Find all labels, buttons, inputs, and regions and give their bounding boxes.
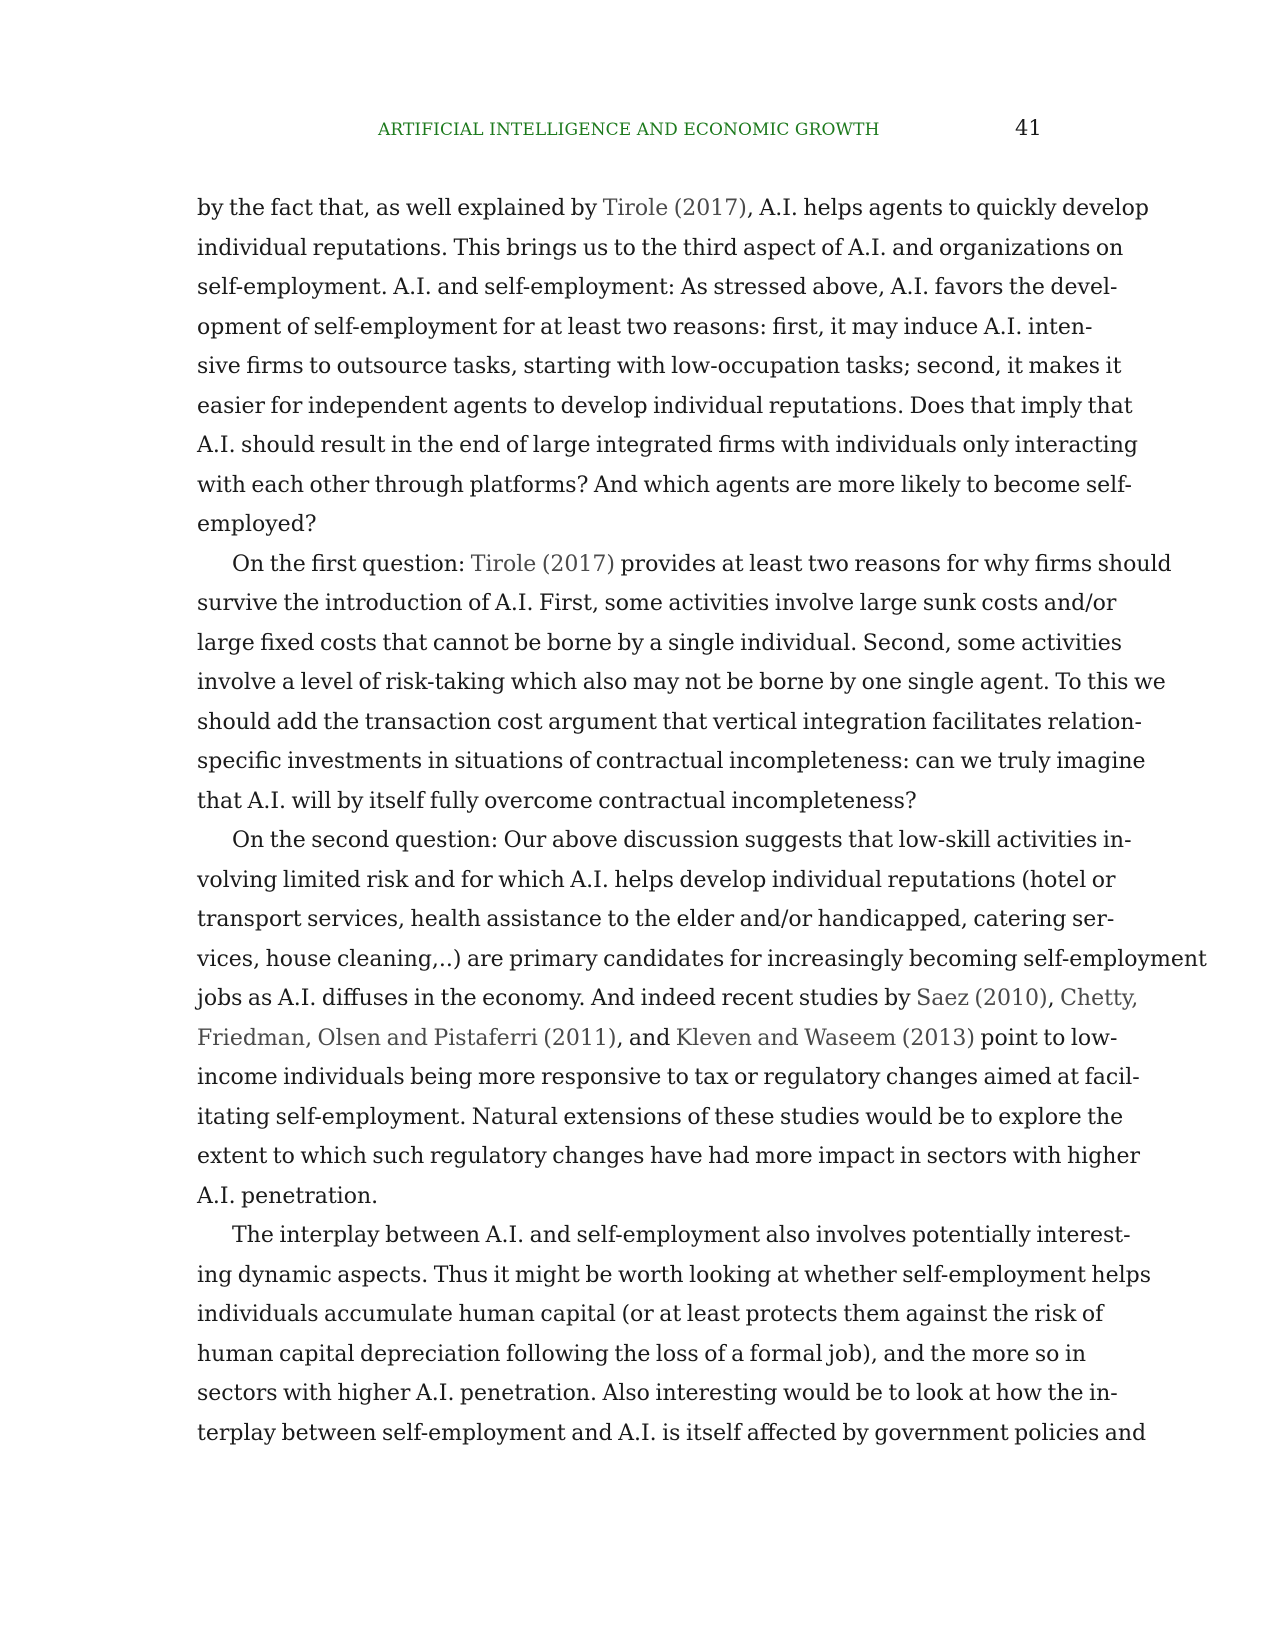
text-line: On the first question: Tirole (2017) provides at least two reasons for why firms should — [232, 551, 1172, 577]
text-line: individual reputations. This brings us to the third aspect of A.I. and organizations on — [197, 235, 1124, 261]
text-line: individuals accumulate human capital (or at least protects them against the risk of — [197, 1302, 1104, 1327]
text-line: should add the transaction cost argument that vertical integration facilitates relation- — [197, 709, 1142, 735]
text-line: sectors with higher A.I. penetration. Also interesting would be to look at how the in- — [197, 1381, 1118, 1406]
text-line: sive firms to outsource tasks, starting with low-occupation tasks; second, it makes it — [197, 354, 1122, 379]
text-line: involve a level of risk-taking which also may not be borne by one single agent. To this we — [197, 670, 1166, 695]
citation-link[interactable]: Chetty, — [1060, 986, 1139, 1011]
text-line: The interplay between A.I. and self-employment also involves potentially interest- — [232, 1223, 1131, 1248]
text-line: with each other through platforms? And which agents are more likely to become self- — [197, 472, 1132, 498]
body-text — [197, 189, 1207, 1453]
text-line: transport services, health assistance to the elder and/or handicapped, catering ser- — [197, 907, 1115, 932]
text-line: large fixed costs that cannot be borne by a single individual. Second, some activities — [197, 630, 1123, 656]
text-line: survive the introduction of A.I. First, some activities involve large sunk costs and/or — [197, 591, 1117, 616]
text-line: vices, house cleaning,..) are primary candidates for increasingly becoming self-employment — [197, 946, 1207, 972]
text-line: Friedman, Olsen and Pistaferri (2011), and Kleven and Waseem (2013) point to low- — [197, 1025, 1118, 1051]
citation-link[interactable]: Kleven and Waseem (2013) — [675, 1025, 975, 1051]
citation-link[interactable]: Tirole (2017) — [470, 551, 615, 577]
text-line: opment of self-employment for at least two reasons: first, it may induce A.I. inten- — [197, 314, 1093, 340]
text-line: that A.I. will by itself fully overcome contractual incompleteness? — [197, 788, 917, 814]
text-line: jobs as A.I. diffuses in the economy. And indeed recent studies by Saez (2010), Chetty, — [197, 986, 1139, 1011]
running-title: ARTIFICIAL INTELLIGENCE AND ECONOMIC GROWTH — [378, 120, 880, 140]
text-line: self-employment. A.I. and self-employment: As stressed above, A.I. favors the devel- — [197, 275, 1118, 300]
text-line: itating self-employment. Natural extensions of these studies would be to explore the — [197, 1104, 1124, 1130]
text-line: A.I. should result in the end of large integrated firms with individuals only interacting — [197, 433, 1138, 458]
running-header — [0, 116, 1275, 146]
text-line: terplay between self-employment and A.I. is itself affected by government policies and — [197, 1420, 1147, 1446]
text-line: easier for independent agents to develop individual reputations. Does that imply that — [197, 393, 1133, 419]
text-line: employed? — [197, 512, 317, 537]
text-line: specific investments in situations of contractual incompleteness: can we truly imagine — [197, 749, 1146, 774]
citation-link[interactable]: Saez (2010) — [916, 986, 1048, 1011]
text-line: On the second question: Our above discussion suggests that low-skill activities in- — [232, 828, 1132, 853]
text-line: income individuals being more responsive to tax or regulatory changes aimed at facil- — [197, 1065, 1140, 1090]
text-line: volving limited risk and for which A.I. helps develop individual reputations (hotel or — [197, 867, 1116, 893]
citation-link[interactable]: Tirole (2017) — [602, 196, 747, 221]
citation-link[interactable]: Friedman, Olsen and Pistaferri (2011) — [197, 1025, 617, 1051]
text-line: by the fact that, as well explained by Tirole (2017), A.I. helps agents to quickly develop — [197, 196, 1149, 221]
text-line: extent to which such regulatory changes have had more impact in sectors with higher — [197, 1144, 1141, 1169]
text-line: ing dynamic aspects. Thus it might be worth looking at whether self-employment helps — [197, 1262, 1152, 1288]
text-line: A.I. penetration. — [197, 1183, 379, 1209]
text-line: human capital depreciation following the loss of a formal job), and the more so in — [197, 1341, 1087, 1367]
page-number: 41 — [1015, 116, 1042, 140]
